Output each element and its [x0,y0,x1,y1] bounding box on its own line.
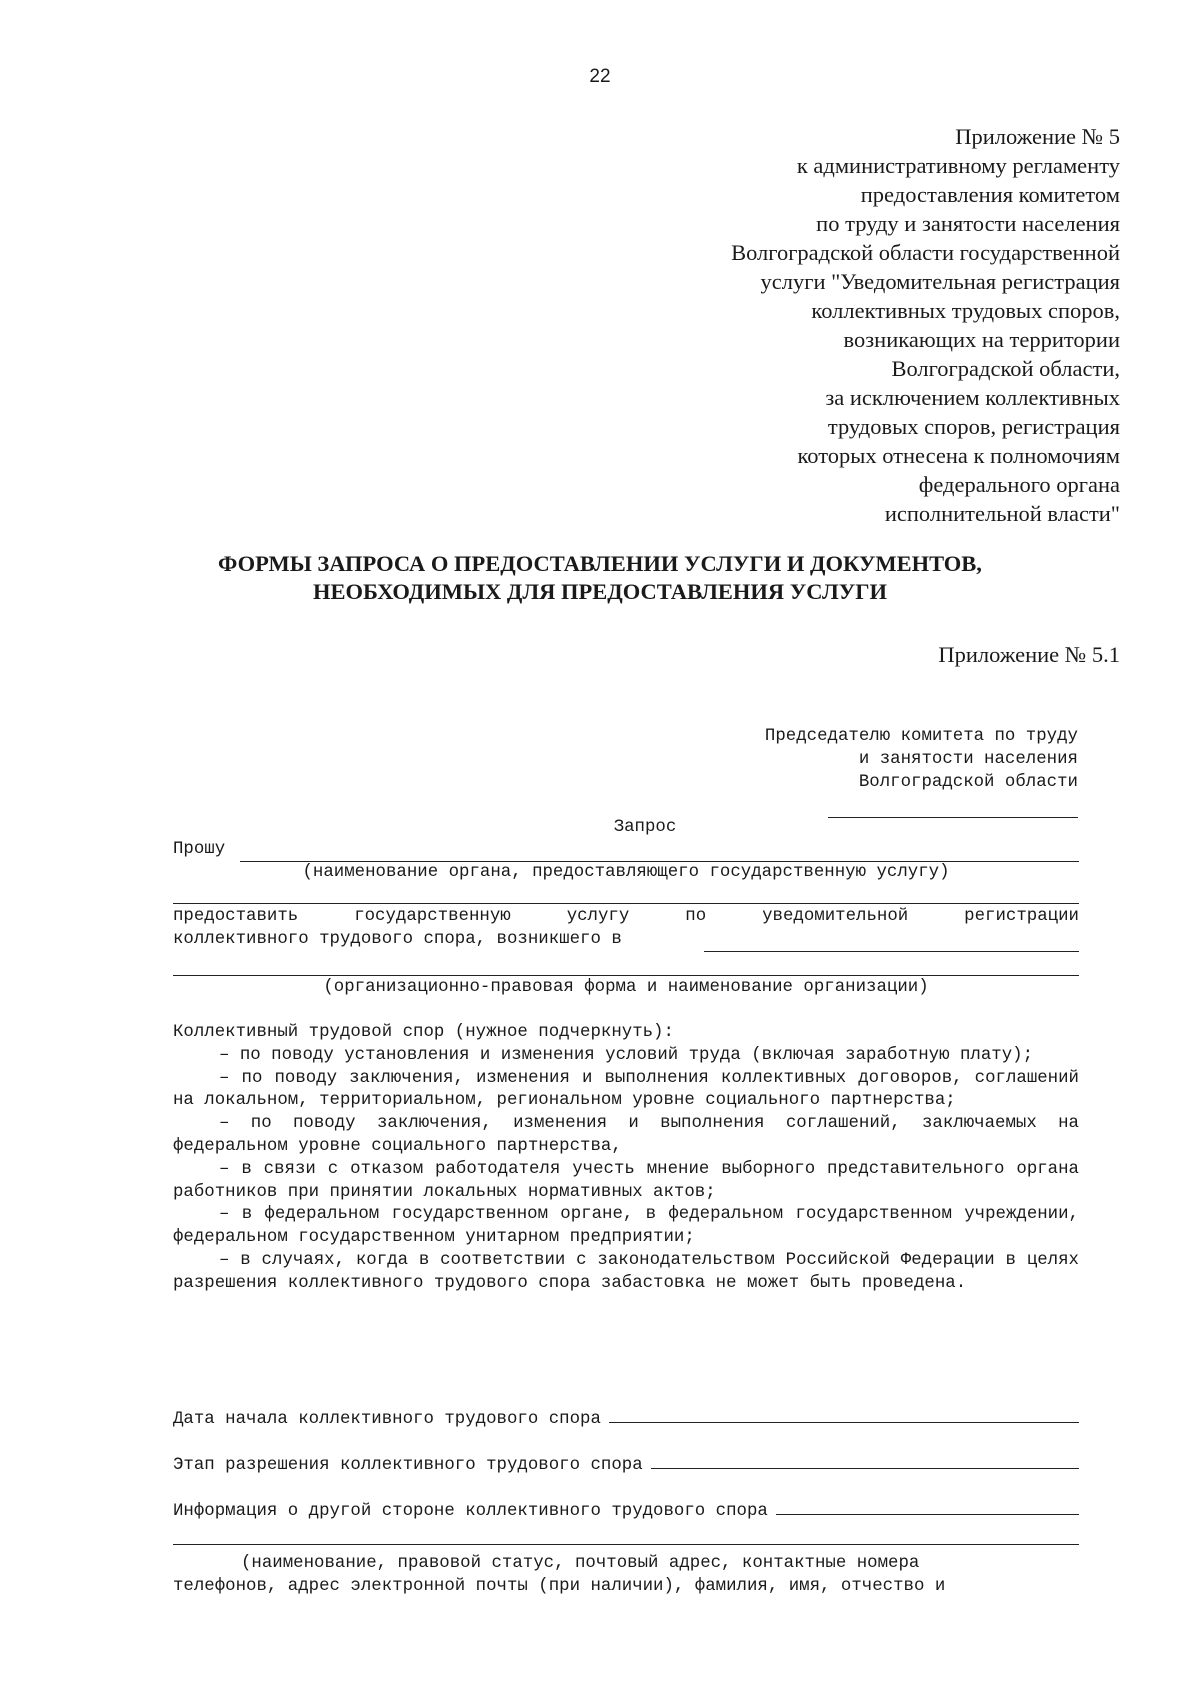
stage-field-row [173,1454,1079,1475]
dispute-options [173,1022,1079,1296]
dispute-option: – в связи с отказом работодателя учесть мнение выборного представительного органа работников при принятии локальных нормативных актов; [173,1159,1079,1202]
appendix-line: предоставления комитетом [860,182,1120,207]
caption-organization: (организационно-правовая форма и наименование организации) [323,978,929,997]
organ-name-line [240,861,1079,862]
other-party-label: Информация о другой стороне коллективного трудового спора [173,1502,768,1521]
organization-line [704,951,1079,952]
appendix-line: Приложение № 5 [955,124,1120,149]
other-party-fill-line [776,1500,1079,1515]
appendix-header [560,122,1120,528]
appendix-line: трудовых споров, регистрация [827,414,1120,439]
other-party-field-row [173,1500,1079,1521]
recipient-line: Волгоградской области [858,773,1078,792]
dispute-intro: Коллективный трудовой спор (нужное подчеркнуть): [173,1023,674,1042]
stage-label: Этап разрешения коллективного трудового спора [173,1456,643,1475]
provide-word: регистрации [964,907,1079,926]
dispute-option: – по поводу заключения, изменения и выполнения коллективных договоров, соглашений на локальном, территориальном, региональном уровне социального партнерства; [173,1068,1079,1111]
provide-word: уведомительной [762,907,909,926]
bottom-caption-line: телефонов, адрес электронной почты (при наличии), фамилия, имя, отчество и [173,1577,946,1596]
organ-continuation-line [173,903,1079,904]
recipient-line: Председателю комитета по труду [764,727,1078,746]
main-title [0,550,1200,606]
appendix-line: Волгоградской области, [891,356,1120,381]
appendix-line: коллективных трудовых споров, [811,298,1120,323]
dispute-option: – в федеральном государственном органе, в федеральном государственном учреждении, федеральном государственном унитарном предприятии; [173,1205,1079,1248]
provide-word: по [685,907,707,926]
sub-appendix-label: Приложение № 5.1 [938,642,1120,667]
appendix-line: по труду и занятости населения [816,211,1120,236]
appendix-line: исполнительной власти" [884,501,1120,526]
main-title-line1: ФОРМЫ ЗАПРОСА О ПРЕДОСТАВЛЕНИИ УСЛУГИ И ДОКУМЕНТОВ, [218,551,982,576]
date-fill-line [609,1408,1079,1423]
date-field-row [173,1408,1079,1429]
stage-fill-line [651,1454,1079,1469]
request-title: Запрос [613,818,677,837]
page-number: 22 [589,66,611,87]
bottom-caption [173,1552,1079,1598]
provide-row [173,907,1079,926]
appendix-line: которых отнесена к полномочиям [797,443,1120,468]
provide-word: предоставить [173,907,299,926]
dispute-option: – по поводу заключения, изменения и выполнения соглашений, заключаемых на федеральном уровне социального партнерства, [173,1114,1079,1156]
recipient-block [640,725,1078,794]
appendix-line: Волгоградской области государственной [731,240,1120,265]
appendix-line: к административному регламенту [796,153,1120,178]
organization-continuation-line [173,975,1079,976]
bottom-caption-line: (наименование, правовой статус, почтовый адрес, контактные номера [241,1554,920,1573]
caption-organ: (наименование органа, предоставляющего государственную услугу) [302,863,950,882]
provide-word: услугу [566,907,630,926]
appendix-line: за исключением коллективных [825,385,1120,410]
provide-word: государственную [354,907,511,926]
other-party-continuation-line [173,1544,1079,1545]
appendix-line: федерального органа [918,472,1120,497]
appendix-line: возникающих на территории [843,327,1120,352]
date-label: Дата начала коллективного трудового спора [173,1410,601,1429]
recipient-line: и занятости населения [858,750,1078,769]
appendix-line: услуги "Уведомительная регистрация [760,269,1120,294]
dispute-arisen-label: коллективного трудового спора, возникшего в [173,930,622,949]
prosu-label: Прошу [173,840,226,859]
dispute-option: – в случаях, когда в соответствии с законодательством Российской Федерации в целях разрешения коллективного трудового спора забастовка не может быть проведена. [173,1250,1079,1293]
main-title-line2: НЕОБХОДИМЫХ ДЛЯ ПРЕДОСТАВЛЕНИЯ УСЛУГИ [312,579,888,604]
dispute-option: – по поводу установления и изменения условий труда (включая заработную плату); [219,1045,1034,1065]
